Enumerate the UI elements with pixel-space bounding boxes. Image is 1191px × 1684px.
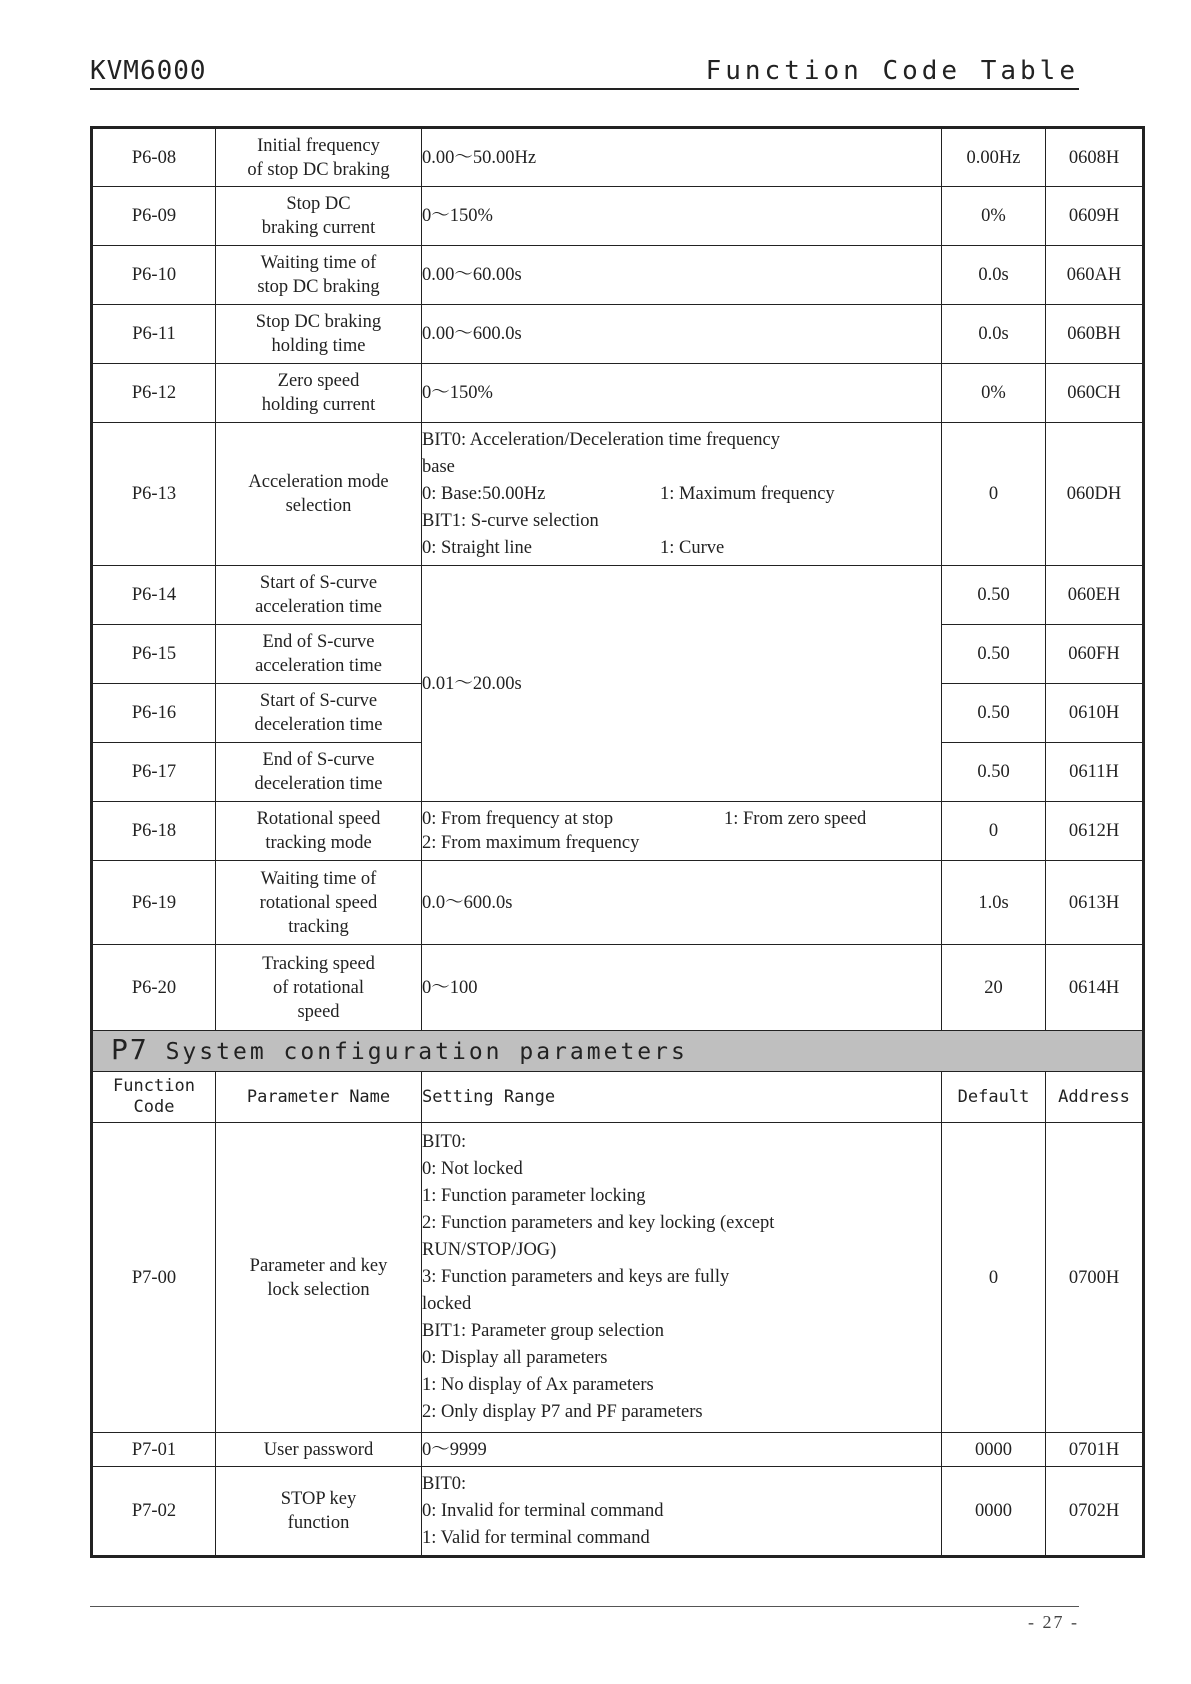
function-code: P6-13 <box>92 423 216 566</box>
address: 0614H <box>1046 945 1144 1031</box>
footer-divider <box>90 1606 1079 1607</box>
function-code: P6-15 <box>92 625 216 684</box>
parameter-name: End of S-curve deceleration time <box>216 743 422 802</box>
function-code-table <box>90 126 1145 1558</box>
section-prefix: P7 <box>111 1033 149 1066</box>
page-number: - 27 - <box>1028 1612 1079 1632</box>
parameter-name: User password <box>216 1433 422 1467</box>
table-row <box>92 945 1144 1031</box>
function-code: P7-02 <box>92 1467 216 1557</box>
table-row <box>92 128 1144 187</box>
address: 0702H <box>1046 1467 1144 1557</box>
address: 060CH <box>1046 364 1144 423</box>
default-value: 0.0s <box>942 305 1046 364</box>
default-value: 0000 <box>942 1467 1046 1557</box>
section-header-cell <box>92 1031 1144 1072</box>
address: 060FH <box>1046 625 1144 684</box>
setting-range: 0～150% <box>422 187 942 246</box>
address: 0611H <box>1046 743 1144 802</box>
address: 060AH <box>1046 246 1144 305</box>
address: 0608H <box>1046 128 1144 187</box>
page-header <box>90 56 1079 90</box>
address: 060EH <box>1046 566 1144 625</box>
parameter-name: Initial frequency of stop DC braking <box>216 128 422 187</box>
default-value: 0.50 <box>942 743 1046 802</box>
table-row <box>92 305 1144 364</box>
parameter-name: Start of S-curve acceleration time <box>216 566 422 625</box>
function-code: P7-01 <box>92 1433 216 1467</box>
default-value: 0.50 <box>942 625 1046 684</box>
setting-range: 0.0～600.0s <box>422 861 942 945</box>
function-code: P7-00 <box>92 1123 216 1433</box>
parameter-name: Rotational speed tracking mode <box>216 802 422 861</box>
address: 060DH <box>1046 423 1144 566</box>
default-value: 0 <box>942 802 1046 861</box>
address: 0701H <box>1046 1433 1144 1467</box>
function-code: P6-09 <box>92 187 216 246</box>
function-code: P6-18 <box>92 802 216 861</box>
setting-range: 0.00～50.00Hz <box>422 128 942 187</box>
address: 0700H <box>1046 1123 1144 1433</box>
function-code: P6-08 <box>92 128 216 187</box>
function-code: P6-11 <box>92 305 216 364</box>
table-row <box>92 364 1144 423</box>
default-value: 0.0s <box>942 246 1046 305</box>
setting-range: 0: From frequency at stop 1: From zero speed 2: From maximum frequency <box>422 802 942 861</box>
default-value: 20 <box>942 945 1046 1031</box>
column-header-address: Address <box>1046 1072 1144 1123</box>
parameter-name: Waiting time of stop DC braking <box>216 246 422 305</box>
parameter-name: Parameter and key lock selection <box>216 1123 422 1433</box>
address: 0610H <box>1046 684 1144 743</box>
function-code: P6-12 <box>92 364 216 423</box>
default-value: 1.0s <box>942 861 1046 945</box>
column-header-range: Setting Range <box>422 1072 942 1123</box>
table-row <box>92 1433 1144 1467</box>
table-row <box>92 246 1144 305</box>
address: 0613H <box>1046 861 1144 945</box>
column-header-default: Default <box>942 1072 1046 1123</box>
table-row <box>92 1467 1144 1557</box>
column-header-row <box>92 1072 1144 1123</box>
setting-range: 0～150% <box>422 364 942 423</box>
parameter-name: Start of S-curve deceleration time <box>216 684 422 743</box>
function-code: P6-16 <box>92 684 216 743</box>
function-code: P6-19 <box>92 861 216 945</box>
setting-range: BIT0: Acceleration/Deceleration time frequency base 0: Base:50.00Hz 1: Maximum frequency BIT1: S-curve selection 0: Straight line 1: Curve <box>422 423 942 566</box>
table-row <box>92 861 1144 945</box>
function-code: P6-20 <box>92 945 216 1031</box>
table-row <box>92 1123 1144 1433</box>
function-code: P6-10 <box>92 246 216 305</box>
section-title-text: System configuration parameters <box>165 1039 688 1065</box>
table-row <box>92 566 1144 625</box>
parameter-name: Stop DC braking holding time <box>216 305 422 364</box>
default-value: 0000 <box>942 1433 1046 1467</box>
default-value: 0 <box>942 1123 1046 1433</box>
address: 0609H <box>1046 187 1144 246</box>
setting-range: 0.00～600.0s <box>422 305 942 364</box>
setting-range: BIT0: 0: Not locked 1: Function parameter locking 2: Function parameters and key locking (except RUN/STOP/JOG) 3: Function parameters and keys are fully locked BIT1: Parameter group selection 0: Display all parameters 1: No display of Ax parameters 2: Only display P7 and PF parameters <box>422 1123 942 1433</box>
function-code: P6-14 <box>92 566 216 625</box>
column-header-name: Parameter Name <box>216 1072 422 1123</box>
parameter-name: Tracking speed of rotational speed <box>216 945 422 1031</box>
section-header-p7 <box>92 1031 1144 1072</box>
parameter-name: Zero speed holding current <box>216 364 422 423</box>
setting-range: 0～9999 <box>422 1433 942 1467</box>
parameter-name: End of S-curve acceleration time <box>216 625 422 684</box>
table-row <box>92 802 1144 861</box>
setting-range: 0～100 <box>422 945 942 1031</box>
default-value: 0% <box>942 187 1046 246</box>
column-header-code: Function Code <box>92 1072 216 1123</box>
parameter-name: Acceleration mode selection <box>216 423 422 566</box>
function-code: P6-17 <box>92 743 216 802</box>
setting-range: BIT0: 0: Invalid for terminal command 1: Valid for terminal command <box>422 1467 942 1557</box>
default-value: 0.50 <box>942 684 1046 743</box>
default-value: 0.50 <box>942 566 1046 625</box>
table-row <box>92 187 1144 246</box>
parameter-name: Waiting time of rotational speed tracking <box>216 861 422 945</box>
setting-range: 0.00～60.00s <box>422 246 942 305</box>
document-title: KVM6000 <box>90 56 207 86</box>
table-row <box>92 423 1144 566</box>
default-value: 0% <box>942 364 1046 423</box>
address: 0612H <box>1046 802 1144 861</box>
setting-range: 0.01～20.00s <box>422 566 942 802</box>
default-value: 0 <box>942 423 1046 566</box>
section-title: Function Code Table <box>705 56 1079 86</box>
parameter-name: Stop DC braking current <box>216 187 422 246</box>
default-value: 0.00Hz <box>942 128 1046 187</box>
parameter-name: STOP key function <box>216 1467 422 1557</box>
address: 060BH <box>1046 305 1144 364</box>
